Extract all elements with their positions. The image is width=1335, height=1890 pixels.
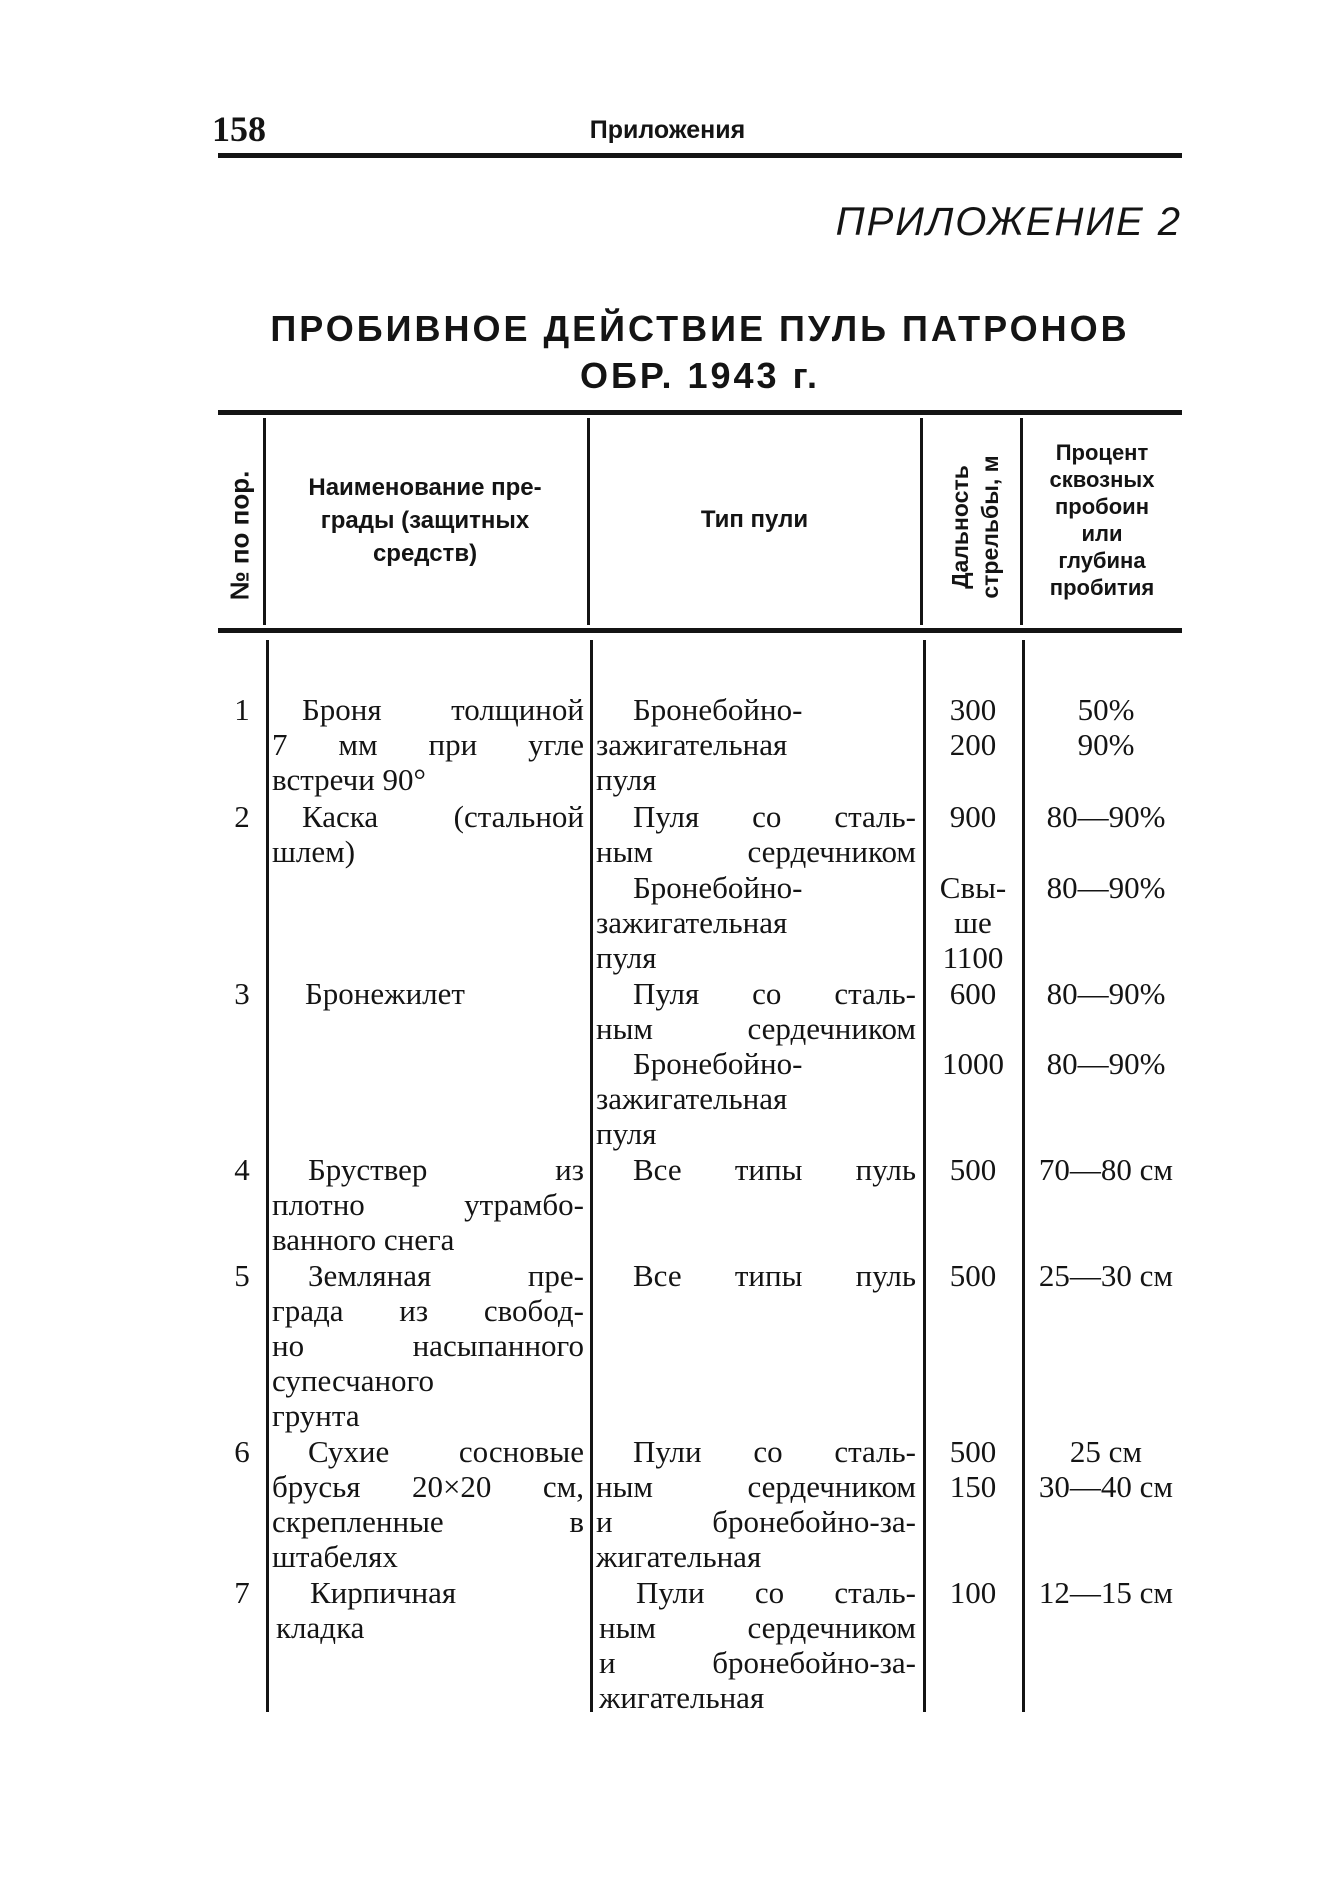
appendix-label: ПРИЛОЖЕНИЕ 2 bbox=[835, 200, 1182, 244]
range-value: 150 bbox=[949, 1469, 997, 1504]
barrier-line: но насыпанного bbox=[272, 1328, 584, 1363]
bullet-line: Пуля со сталь- bbox=[633, 799, 916, 834]
row-number: 5 bbox=[234, 1258, 250, 1293]
range-value: ше bbox=[954, 905, 992, 940]
result-value: 80—90% bbox=[1046, 976, 1166, 1011]
table-title-line-1: ПРОБИВНОЕ ДЕЙСТВИЕ ПУЛЬ ПАТРОНОВ bbox=[270, 308, 1130, 349]
barrier-line: Кирпичная bbox=[310, 1575, 457, 1610]
bullet-line: Пуля со сталь- bbox=[633, 976, 916, 1011]
result-value: 12—15 см bbox=[1038, 1575, 1174, 1610]
body-divider-4 bbox=[1022, 640, 1025, 1712]
running-title: Приложения bbox=[589, 116, 746, 144]
bullet-line: Бронебойно- bbox=[633, 692, 803, 727]
barrier-line: града из свобод- bbox=[272, 1293, 584, 1328]
header-percent-line: пробоин bbox=[1054, 494, 1149, 519]
header-percent-line: Процент bbox=[1055, 440, 1149, 465]
header-barrier bbox=[270, 420, 580, 620]
bullet-line: зажигательная bbox=[596, 727, 788, 762]
barrier-line: шлем) bbox=[272, 834, 356, 869]
barrier-line: встречи 90° bbox=[272, 762, 426, 797]
barrier-line: брусья 20×20 см, bbox=[272, 1469, 584, 1504]
result-value: 90% bbox=[1077, 727, 1135, 762]
result-value: 25—30 см bbox=[1038, 1258, 1174, 1293]
result-value: 50% bbox=[1077, 692, 1135, 727]
barrier-line: грунта bbox=[272, 1398, 360, 1433]
barrier-line: Броня толщиной bbox=[302, 692, 584, 727]
range-value: 300 bbox=[949, 692, 997, 727]
bullet-line: зажигательная bbox=[596, 1081, 788, 1116]
header-percent bbox=[1022, 420, 1182, 620]
barrier-line: штабелях bbox=[272, 1539, 398, 1574]
body-divider-1 bbox=[266, 640, 269, 1712]
bullet-line: и бронебойно-за- bbox=[599, 1645, 916, 1680]
header-percent-line: пробития bbox=[1049, 575, 1155, 600]
barrier-line: 7 мм при угле bbox=[272, 727, 584, 762]
header-divider-1 bbox=[263, 418, 266, 625]
range-value: 500 bbox=[949, 1434, 997, 1469]
range-value: 500 bbox=[949, 1258, 997, 1293]
range-value: 600 bbox=[949, 976, 997, 1011]
table-title bbox=[218, 305, 1182, 399]
header-percent-line: глубина bbox=[1058, 548, 1146, 573]
bullet-line: ным сердечником bbox=[596, 1011, 916, 1046]
bullet-line: жигательная bbox=[596, 1539, 762, 1574]
result-value: 30—40 см bbox=[1038, 1469, 1174, 1504]
bullet-line: ным сердечником bbox=[599, 1610, 916, 1645]
header-rule bbox=[218, 153, 1182, 158]
row-number: 1 bbox=[234, 692, 250, 727]
header-barrier-line: грады (защитных bbox=[320, 506, 530, 534]
barrier-line: скрепленные в bbox=[272, 1504, 584, 1539]
range-value: 900 bbox=[949, 799, 997, 834]
barrier-line: Каска (стальной bbox=[302, 799, 584, 834]
range-value: Свы- bbox=[939, 870, 1007, 905]
barrier-line: Сухие сосновые bbox=[308, 1434, 584, 1469]
barrier-line: супесчаного bbox=[272, 1363, 434, 1398]
bullet-line: ным сердечником bbox=[596, 834, 916, 869]
bullet-line: пуля bbox=[596, 1116, 657, 1151]
range-value: 1000 bbox=[942, 1046, 1004, 1081]
header-barrier-line: средств) bbox=[372, 539, 478, 567]
header-barrier-line: Наименование пре- bbox=[308, 473, 542, 501]
table-top-rule bbox=[218, 410, 1182, 415]
header-range bbox=[945, 427, 1005, 627]
row-number: 6 bbox=[234, 1434, 250, 1469]
barrier-line: Бронежилет bbox=[305, 976, 465, 1011]
header-range-line: Дальность bbox=[947, 465, 973, 589]
row-number: 4 bbox=[234, 1152, 250, 1187]
header-percent-line: или bbox=[1081, 521, 1123, 546]
header-divider-3 bbox=[920, 418, 923, 625]
barrier-line: кладка bbox=[276, 1610, 365, 1645]
bullet-line: ным сердечником bbox=[596, 1469, 916, 1504]
header-number: № по пор. bbox=[224, 470, 255, 601]
barrier-line: плотно утрамбо- bbox=[272, 1187, 584, 1222]
barrier-line: ванного снега bbox=[272, 1222, 455, 1257]
range-value: 1100 bbox=[942, 940, 1004, 975]
row-number: 2 bbox=[234, 799, 250, 834]
row-number: 7 bbox=[234, 1575, 250, 1610]
bullet-line: Пули со сталь- bbox=[636, 1575, 916, 1610]
result-value: 80—90% bbox=[1046, 1046, 1166, 1081]
barrier-line: Земляная пре- bbox=[308, 1258, 584, 1293]
page-number: 158 bbox=[212, 109, 266, 149]
body-divider-2 bbox=[590, 640, 593, 1712]
bullet-line: Пули со сталь- bbox=[633, 1434, 916, 1469]
bullet-line: жигательная bbox=[599, 1680, 765, 1715]
bullet-line: пуля bbox=[596, 940, 657, 975]
result-value: 80—90% bbox=[1046, 799, 1166, 834]
bullet-line: Бронебойно- bbox=[633, 1046, 803, 1081]
bullet-line: Бронебойно- bbox=[633, 870, 803, 905]
header-divider-2 bbox=[587, 418, 590, 625]
result-value: 70—80 см bbox=[1038, 1152, 1174, 1187]
bullet-line: пуля bbox=[596, 762, 657, 797]
row-number: 3 bbox=[234, 976, 250, 1011]
range-value: 500 bbox=[949, 1152, 997, 1187]
table-header-rule bbox=[218, 628, 1182, 633]
header-percent-line: сквозных bbox=[1049, 467, 1155, 492]
bullet-line: Все типы пуль bbox=[633, 1152, 916, 1187]
header-bullet-type: Тип пули bbox=[700, 506, 809, 533]
bullet-line: Все типы пуль bbox=[633, 1258, 916, 1293]
header-range-line: стрельбы, м bbox=[977, 455, 1003, 599]
range-value: 200 bbox=[949, 727, 997, 762]
barrier-line: Бруствер из bbox=[308, 1152, 584, 1187]
bullet-line: и бронебойно-за- bbox=[596, 1504, 916, 1539]
bullet-line: зажигательная bbox=[596, 905, 788, 940]
result-value: 25 см bbox=[1069, 1434, 1143, 1469]
table-title-line-2: ОБР. 1943 г. bbox=[580, 355, 820, 396]
result-value: 80—90% bbox=[1046, 870, 1166, 905]
range-value: 100 bbox=[949, 1575, 997, 1610]
